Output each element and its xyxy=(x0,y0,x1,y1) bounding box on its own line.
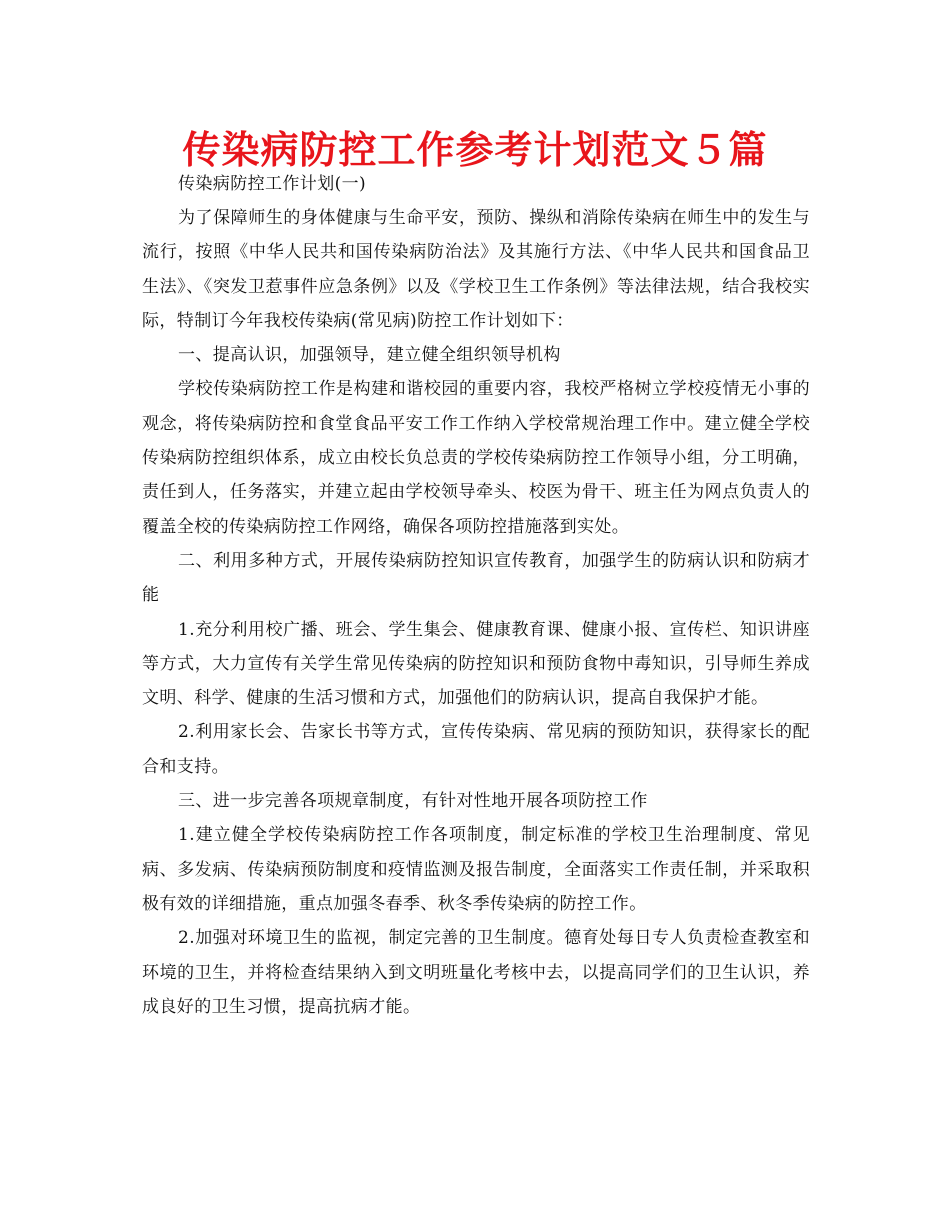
section-1-paragraph: 学校传染病防控工作是构建和谐校园的重要内容，我校严格树立学校疫情无小事的观念，将传染病防控和食堂食品平安工作工作纳入学校常规治理工作中。建立健全学校传染病防控组织体系，成立由校长负总责的学校传染病防控工作领导小组，分工明确，责任到人，任务落实，并建立起由学校领导牵头、校医为骨干、班主任为网点负责人的覆盖全校的传染病防控工作网络，确保各项防控措施落到实处。 xyxy=(142,379,810,537)
document-title: 传染病防控工作参考计划范文５篇 xyxy=(182,128,768,172)
section-2-item-1: 1.充分利用校广播、班会、学生集会、健康教育课、健康小报、宣传栏、知识讲座等方式，大力宣传有关学生常见传染病的防控知识和预防食物中毒知识，引导师生养成文明、科学、健康的生活习惯和方式，加强他们的防病认识，提高自我保护才能。 xyxy=(142,619,810,709)
section-3-item-1: 1.建立健全学校传染病防控工作各项制度，制定标准的学校卫生治理制度、常见病、多发病、传染病预防制度和疫情监测及报告制度，全面落实工作责任制，并采取积极有效的详细措施，重点加强冬春季、秋冬季传染病的防控工作。 xyxy=(142,825,810,914)
section-3-item-2: 2.加强对环境卫生的监视，制定完善的卫生制度。德育处每日专人负责检查教室和环境的卫生，并将检查结果纳入到文明班量化考核中去，以提高同学们的卫生认识，养成良好的卫生习惯，提高抗病才能。 xyxy=(142,928,810,1017)
section-2-item-2: 2.利用家长会、告家长书等方式，宣传传染病、常见病的预防知识，获得家长的配合和支持。 xyxy=(142,722,810,777)
section-heading-3: 三、进一步完善各项规章制度，有针对性地开展各项防控工作 xyxy=(178,791,648,812)
subtitle-paragraph: 传染病防控工作计划(一) xyxy=(178,174,367,194)
section-heading-1: 一、提高认识，加强领导，建立健全组织领导机构 xyxy=(178,345,561,366)
document-body xyxy=(142,171,810,1024)
intro-paragraph: 为了保障师生的身体健康与生命平安，预防、操纵和消除传染病在师生中的发生与流行，按照《中华人民共和国传染病防治法》及其施行方法、《中华人民共和国食品卫生法》、《突发卫惹事件应急条例》以及《学校卫生工作条例》等法律法规，结合我校实际，特制订今年我校传染病(常见病)防控工作计划如下： xyxy=(142,208,810,331)
section-heading-2: 二、利用多种方式，开展传染病防控知识宣传教育，加强学生的防病认识和防病才能 xyxy=(142,550,810,606)
